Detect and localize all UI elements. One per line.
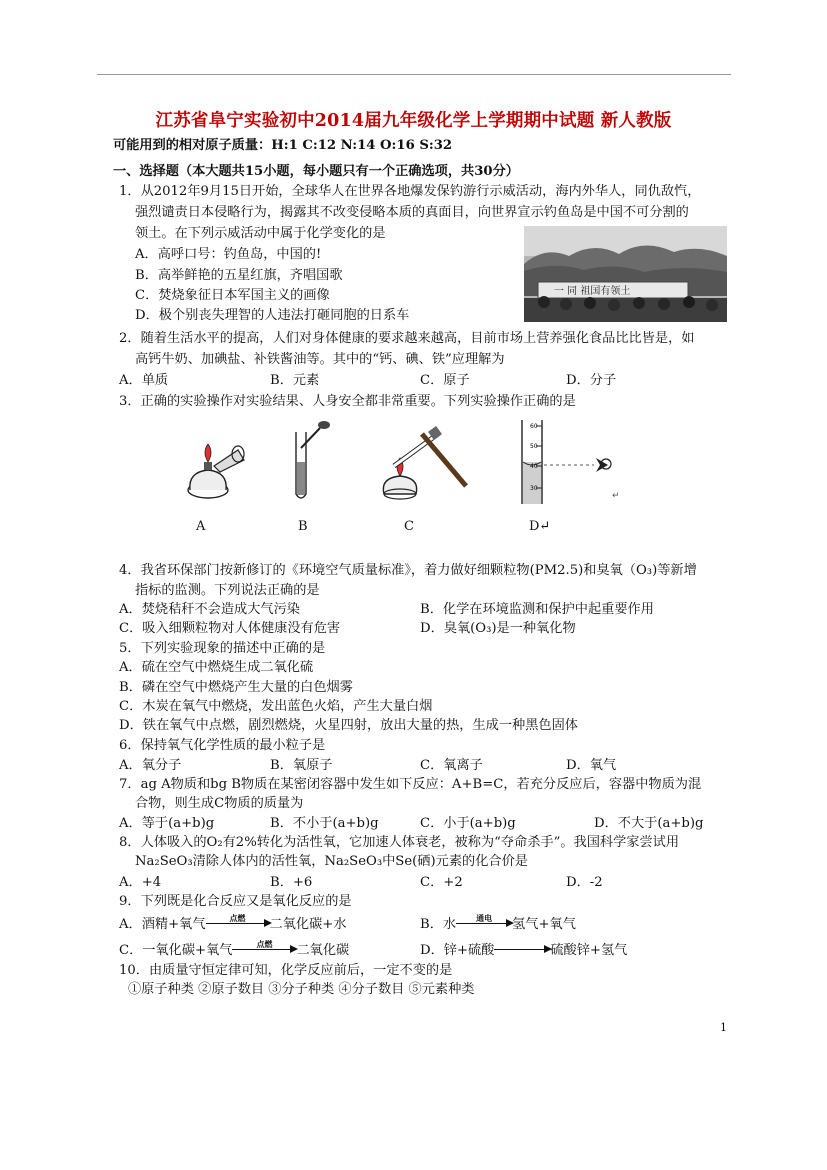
protest-photo-image [524,226,727,322]
figure-label-b: B [298,519,308,534]
q9-d-reactants: D．锌+硫酸 [420,943,495,958]
q10-line2: ①原子种类 ②原子数目 ③分子种类 ④分子数目 ⑤元素种类 [128,982,475,997]
q7-option-a: A．等于(a+b)g [119,816,215,831]
cylinder-tick-30: 30 [530,485,538,492]
section-heading: 一、选择题（本大题共15小题，每小题只有一个正确选项，共30分） [113,164,519,179]
q8-line1: 8．人体吸入的O₂有2%转化为活性氧，它加速人体衰老，被称为“夺命杀手”。我国科学家尝试用 [119,835,680,850]
q1-option-b: B．高举鲜艳的五星红旗，齐唱国歌 [135,268,343,283]
q4-line2: 指标的监测。下列说法正确的是 [135,583,320,598]
q9-b-reactants: B．水 [420,917,457,932]
q6-option-c: C．氧离子 [420,758,483,773]
q9-c-reactants: C．一氧化碳+氧气 [119,943,233,958]
q3-line1: 3．正确的实验操作对实验结果、人身安全都非常重要。下列实验操作正确的是 [119,394,576,409]
q7-option-c: C．小于(a+b)g [420,816,516,831]
q1-option-d: D．极个别丧失理智的人违法打砸同胞的日系车 [135,308,410,323]
q5-line1: 5．下列实验现象的描述中正确的是 [119,641,326,656]
q1-line3: 领土。在下列示威活动中属于化学变化的是 [135,226,386,241]
page-title: 江苏省阜宁实验初中2014届九年级化学上学期期中试题 新人教版 [155,111,672,131]
q4-option-b: B．化学在环境监测和保护中起重要作用 [420,602,654,617]
q8-line2: Na₂SeO₃清除人体内的活性氧，Na₂SeO₃中Se(硒)元素的化合价是 [135,854,528,869]
q9-d-products: 硫酸锌+氢气 [550,943,628,958]
q4-option-c: C．吸入细颗粒物对人体健康没有危害 [119,621,341,636]
q5-option-d: D．铁在氧气中点燃，剧烈燃烧，火星四射，放出大量的热，生成一种黑色固体 [119,718,578,733]
paragraph-mark: ↵ [612,491,620,501]
q9-c-condition: 点燃 [256,939,273,949]
q2-option-d: D．分子 [566,373,617,388]
q6-line1: 6．保持氧气化学性质的最小粒子是 [119,738,326,753]
reaction-arrow-icon [206,915,270,929]
q9-option-c [119,941,349,960]
reaction-arrow-icon [232,941,296,955]
test-tube-dropper-figure [286,418,336,502]
cylinder-tick-60: 60 [530,423,538,430]
q2-line2: 高钙牛奶、加碘盐、补铁酱油等。其中的“钙、碘、铁”应理解为 [135,352,505,367]
reaction-arrow-icon [494,941,550,955]
q2-option-b: B．元素 [270,373,320,388]
q2-option-c: C．原子 [420,373,470,388]
q9-b-condition: 通电 [476,913,493,923]
q9-a-condition: 点燃 [229,913,246,923]
q4-option-a: A．焚烧秸秆不会造成大气污染 [119,602,300,617]
q4-option-d: D．臭氧(O₃)是一种氧化物 [420,621,576,636]
q1-line1: 1．从2012年9月15日开始，全球华人在世界各地爆发保钓游行示威活动，海内外华人，同仇敌忾， [119,184,701,199]
q1-option-c: C．焚烧象征日本军国主义的画像 [135,288,330,303]
alcohol-lamp-lighting-figure [178,436,248,506]
q9-a-reactants: A．酒精+氧气 [119,917,206,932]
q8-option-d: D．-2 [566,875,603,890]
q7-option-d: D．不大于(a+b)g [594,816,704,831]
q10-line1: 10．由质量守恒定律可知，化学反应前后，一定不变的是 [119,963,453,978]
q9-option-b [420,915,576,934]
photo-banner-text: 一 同 祖国有领土 [554,286,631,297]
figure-label-a: A [196,519,206,534]
header-rule [97,74,731,75]
q7-line1: 7．ag A物质和bg B物质在某密闭容器中发生如下反应：A+B=C，若充分反应后，容器中物质为混 [119,777,702,792]
q2-option-a: A．单质 [119,373,169,388]
figure-label-d: D↵ [529,519,551,534]
q9-line1: 9．下列既是化合反应又是氧化反应的是 [119,894,352,909]
q6-option-a: A．氧分子 [119,758,182,773]
q8-option-b: B．+6 [270,875,313,890]
cylinder-tick-40: 40 [530,463,538,470]
q5-option-a: A．硫在空气中燃烧生成二氧化硫 [119,660,314,675]
reaction-arrow-icon [456,915,512,929]
page-number: 1 [720,1021,727,1034]
q9-b-products: 氢气+氧气 [512,917,576,932]
protest-photo [524,226,727,322]
q9-option-d [420,941,627,960]
heating-test-tube-figure [376,424,476,506]
q7-line2: 合物，则生成C物质的质量为 [135,796,304,811]
q5-option-b: B．磷在空气中燃烧产生大量的白色烟雾 [119,680,353,695]
q8-option-a: A．+4 [119,875,162,890]
q8-option-c: C．+2 [420,875,463,890]
q1-option-a: A．高呼口号：钓鱼岛，中国的! [135,247,322,262]
q1-line2: 强烈谴责日本侵略行为，揭露其不改变侵略本质的真面目，向世界宣示钓鱼岛是中国不可分割的 [135,205,689,220]
q7-option-b: B．不小于(a+b)g [270,816,379,831]
q6-option-d: D．氧气 [566,758,617,773]
q5-option-c: C．木炭在氧气中燃烧，发出蓝色火焰，产生大量白烟 [119,699,433,714]
q9-c-products: 二氧化碳 [296,943,350,958]
cylinder-tick-50: 50 [530,443,538,450]
q9-option-a [119,915,347,934]
graduated-cylinder-reading-figure [512,416,622,508]
figure-label-c: C [404,519,414,534]
q6-option-b: B．氧原子 [270,758,333,773]
q9-a-products: 二氧化碳+水 [269,917,347,932]
atomic-mass-note: 可能用到的相对原子质量：H:1 C:12 N:14 O:16 S:32 [113,138,453,153]
q2-line1: 2．随着生活水平的提高，人们对身体健康的要求越来越高，目前市场上营养强化食品比比皆是，如 [119,331,695,346]
q4-line1: 4．我省环保部门按新修订的《环境空气质量标准》，着力做好细颗粒物(PM2.5)和臭氧（O₃)等新增 [119,563,697,578]
